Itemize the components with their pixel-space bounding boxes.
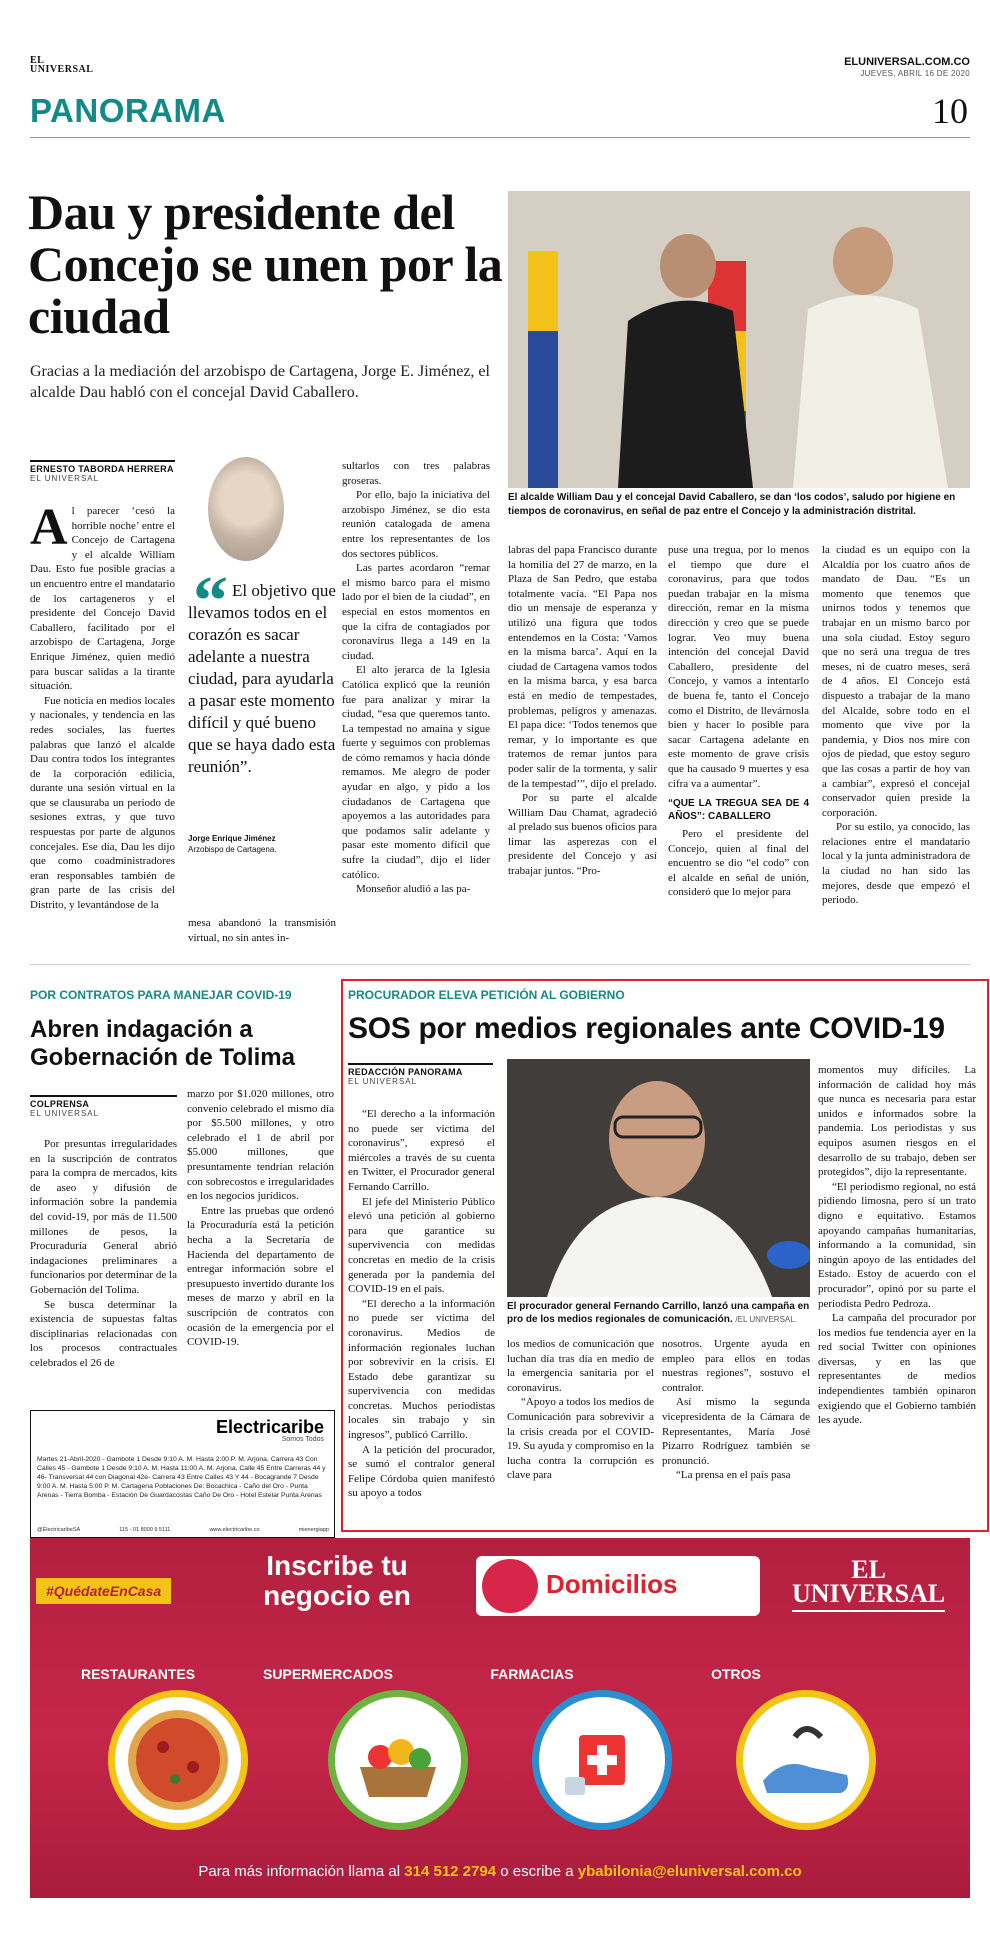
- quote-mark-icon: “: [193, 563, 228, 640]
- paragraph: l parecer ‘cesó la horrible noche’ entre el Concejo de Cartagena y el alcalde William Dau. Esto fue posible gracias a un encuentro entre el mandatario de los cartageneros y el presidente del Concejo David Caballero, facilitado por el arzobispo de Cartagena, Jorge Enrique Jiménez, quien medió para buscar salidas a la tirante situación.: [30, 505, 175, 693]
- contact-email[interactable]: ybabilonia@eluniversal.com.co: [577, 1863, 802, 1880]
- paragraph: El jefe del Ministerio Público elevó una petición al gobierno para que garantice su supervivencia con medidas concretas en medio de la crisis generada por la pandemia del COVID-19 en el país.: [348, 1195, 495, 1296]
- subhead: “QUE LA TREGUA SEA DE 4 AÑOS”: CABALLERO: [668, 798, 809, 823]
- page-number: 10: [932, 91, 968, 131]
- lead-photo-caption: El alcalde William Dau y el concejal David Caballero, se dan ‘los codos’, saludo por higiene en tiempos de coronavirus, en señal de paz entre el Concejo y la administración distrital.: [508, 492, 956, 517]
- category-farmacias-label: FARMACIAS: [490, 1666, 574, 1682]
- lead-column-2-tail: [188, 916, 336, 945]
- byline-org: EL UNIVERSAL: [30, 474, 100, 483]
- byline-name: COLPRENSA: [30, 1099, 90, 1109]
- right-photo-caption: [507, 1300, 810, 1326]
- website-link[interactable]: www.electricaribe.co: [209, 1527, 260, 1533]
- byline-name: REDACCIÓN PANORAMA: [348, 1067, 463, 1077]
- right-story-column-1: [348, 1107, 495, 1501]
- section-divider: [30, 964, 970, 965]
- lead-column-4: [508, 543, 657, 879]
- paragraph: sultarlos con tres palabras groseras.: [342, 460, 490, 487]
- logo-line2: UNIVERSAL: [792, 1579, 946, 1608]
- paragraph: El alto jerarca de la Iglesia Católica explicó que la reunión fue para analizar y mirar la ciudad, “esa que queremos tanto. La tempestad no amaina y sigue fuerte y seguimos con problemas de cómo remamos y hacia dónde remamos. Me alegro de poder ayudar en algo, y pido a los ciudadanos de Cartagena que apoyemos a las autoridades para que podamos salir adelante y pasar este momento difícil que sufre la ciudad”, dijo el líder católico.: [342, 664, 490, 881]
- paragraph: Se busca determinar la existencia de supuestas faltas disciplinarias relacionadas con los procesos contractuales celebrados el 26 de: [30, 1298, 177, 1369]
- right-story-column-3: [662, 1337, 810, 1483]
- left-story-byline: [30, 1095, 177, 1118]
- left-story-kicker: POR CONTRATOS PARA MANEJAR COVID-19: [30, 988, 292, 1002]
- promo-contact-line: [30, 1863, 970, 1880]
- pizza-icon: [108, 1690, 248, 1830]
- left-story-headline: Abren indagación a Gobernación de Tolima: [30, 1016, 295, 1071]
- masthead-logo: [30, 56, 93, 74]
- drop-cap: A: [30, 499, 68, 556]
- paragraph: “Apoyo a todos los medios de Comunicación para sobrevivir a la crisis creada por el COVID-19. Su ayuda y compromiso en la lucha contra la corrupción es clave para: [507, 1396, 654, 1482]
- lead-headline: Dau y presidente del Concejo se unen por la ciudad: [28, 184, 503, 344]
- masthead-line1: EL: [30, 55, 45, 66]
- lead-column-6: [822, 543, 970, 908]
- category-supermercados-label: SUPERMERCADOS: [263, 1666, 393, 1682]
- paragraph: “La prensa en el país pasa: [676, 1469, 791, 1482]
- paragraph: Monseñor aludió a las pa-: [356, 883, 471, 896]
- paragraph: Pero el presidente del Concejo, quien al final del encuentro se dio “el codo” con el alcalde en señal de unión, consideró que lo mejor para: [668, 828, 809, 899]
- electricaribe-tagline: Somos Todos: [281, 1436, 324, 1443]
- pull-quote-text: El objetivo que llevamos todos en el corazón es sacar adelante a nuestra ciudad, para ayudarla a pasar este momento difícil y qué bueno que se haya dado esta reunión”.: [188, 581, 336, 776]
- grocery-basket-icon: [328, 1690, 468, 1830]
- domicilios-promo-ad[interactable]: [30, 1538, 970, 1898]
- right-story-kicker: PROCURADOR ELEVA PETICIÓN AL GOBIERNO: [348, 988, 625, 1002]
- paragraph: Entre las pruebas que ordenó la Procuraduría está la petición hecha a la Secretaría de Hacienda del departamento de entregar información sobre el presupuesto invertido durante los meses de marzo y abril en la suscripción de contratos con ocasión de la emergencia por el COVID-19.: [187, 1204, 334, 1349]
- paragraph: nosotros. Urgente ayuda en empleo para ellos en todas nuestras regiones”, sostuvo el contralor.: [662, 1338, 810, 1394]
- right-story-headline: SOS por medios regionales ante COVID-19: [348, 1012, 945, 1045]
- contact-pre-text: Para más información llama al: [198, 1863, 401, 1880]
- issue-date: JUEVES, ABRIL 16 DE 2020: [860, 69, 970, 78]
- electricaribe-notice: Martes 21-Abril-2020 - Gambote 1 Desde 9:10 A. M. Hasta 2:00 P. M. Arjona, Carrera 43 Con Calles 45 - Gambote 1 Desde 9:10 A. M. Hasta 11:00 A. M. Arjona, Calle 45 Entre Carreras 44 y 46- Transversal 44 con Diagonal 42e- Carrera 43 Entre Calles 43 Y 44 - Bocagrande 7 Desde 9:00 A. M. Hasta 5:00 P. M. Cartagena Poblaciones De: Bocachica - Caño del Oro - Punta Arenas - Tierra Bomba - Estación De Guardacostas Caño De Oro - Hotel Estelar Punta Arenas: [37, 1456, 326, 1499]
- promo-hashtag: #QuédateEnCasa: [36, 1578, 171, 1604]
- archbishop-portrait: [208, 457, 284, 561]
- paragraph: marzo por $1.020 millones, otro convenio celebrado el mismo día por $5.500 millones, y otro celebrado el 1 de abril por $5.000 millones, que presuntamente tendrían relación con sobrecostos e irregularidades en los negocios jurídicos.: [187, 1088, 334, 1203]
- paragraph: momentos muy difíciles. La información de calidad hoy más que nunca es necesaria para estar unidos e informados sobre la pandemia. Los periodistas y sus equipos asumen riesgos en el desarrollo de su trabajo, deben ser protegidos”, dijo la representante.: [818, 1064, 976, 1179]
- paragraph: “El derecho a la información no puede ser víctima del coronavirus”, expresó el miércoles a través de su cuenta en Twitter, el Procurador general Fernando Carrillo.: [348, 1108, 495, 1193]
- electricaribe-footer: [37, 1527, 329, 1533]
- contact-mid-text: o escribe a: [500, 1863, 574, 1880]
- electricaribe-logo: Electricaribe: [215, 1417, 324, 1437]
- paragraph: la ciudad es un equipo con la Alcaldía por los cuatro años de mandato de Dau. “Es un momento que tenemos que unirnos todos y tenemos que trabajar en un mismo barco por una sola ciudad. Estoy seguro que no será una tregua de tres meses, ni de cuatro meses, será de 4 años. El Concejo está dispuesto a trabajar de la mano del Alcalde, sobre todo en el momento que vive por la pandemia, y Dios nos mire con ojos de piedad, que estoy seguro que las cosas a partir de hoy van a cambiar”, expresó el concejal conservador quien preside la corporación.: [822, 544, 970, 819]
- right-story-column-2: [507, 1337, 654, 1483]
- quote-attribution-role: Arzobispo de Cartagena.: [188, 845, 277, 854]
- site-url[interactable]: ELUNIVERSAL.COM.CO: [844, 56, 970, 68]
- promo-title: Inscribe tu negocio en: [263, 1550, 411, 1611]
- byline-org: EL UNIVERSAL: [30, 1109, 100, 1118]
- paragraph: La campaña del procurador por los medios fue tendencia ayer en la red social Twitter con opiniones diversas, y en las que representantes de medios independientes también opinaron exigiendo que el Gobierno también les ayude.: [818, 1312, 976, 1427]
- paragraph: Por presuntas irregularidades en la suscripción de contratos para la compra de mercados, kits de aseo y difusión de información sobre la pandemia del covid-19, por más de 11.500 millones de pesos, la Procuraduría General abrió indagaciones preliminares a funcionarios por determinar de la Gobernación del Tolima.: [30, 1138, 177, 1296]
- lead-deck: Gracias a la mediación del arzobispo de Cartagena, Jorge E. Jiménez, el alcalde Dau habló con el concejal David Caballero.: [30, 363, 490, 401]
- paragraph: “El periodismo regional, no está pidiendo limosna, pero sí un trato digno e equitativo. Estamos apoyando campañas humanitarias, informando a la comunidad, sin ningún apoyo de las entidades del Estado. Estoy de acuerdo con el procurador”, opinó por su parte el periodista Pedro Pedroza.: [818, 1180, 976, 1310]
- domicilios-badge: [476, 1556, 760, 1616]
- sneakers-headphones-icon: [736, 1690, 876, 1830]
- el-universal-logo: [792, 1555, 946, 1612]
- paragraph: Por su estilo, ya conocido, las relaciones entre el mandatario local y la junta administradora de la ciudad no han sido las mejores, desde que empezó el periodo.: [822, 821, 970, 907]
- caption-text: El procurador general Fernando Carrillo, lanzó una campaña en pro de los medios regionales de comunicación.: [507, 1301, 810, 1325]
- electricaribe-ad[interactable]: [30, 1410, 335, 1538]
- paragraph: Así mismo la segunda vicepresidenta de la Cámara de Representantes, María José Pizarro Rodríguez también se pronunció.: [662, 1396, 810, 1467]
- paragraph: A la petición del procurador, se sumó el contralor general Felipe Córdoba quien manifestó su apoyo a todos: [348, 1443, 495, 1500]
- paragraph: Por su parte el alcalde William Dau Chamat, agradeció al prelado sus buenos oficios para limar las asperezas con el presidente del Concejo y así trabajar juntos. “Pro-: [508, 792, 657, 878]
- paragraph: “El derecho a la información no puede ser víctima del coronavirus. Medios de información regionales luchan por sobrevivir en la crisis. El Estado debe garantizar su supervivencia con medidas concretas. Muchos periodistas locales sin trabajo y sin ingresos”, publicó Carrillo.: [348, 1297, 495, 1442]
- quote-attribution-name: Jorge Enrique Jiménez: [188, 834, 276, 843]
- paragraph: los medios de comunicación que luchan día tras día en medio de la emergencia sanitaria por el coronavirus.: [507, 1338, 654, 1394]
- left-story-column-1: [30, 1137, 177, 1371]
- masthead-line2: UNIVERSAL: [30, 64, 94, 75]
- section-title: PANORAMA: [30, 92, 226, 129]
- paragraph: mesa abandonó la transmisión virtual, no sin antes in-: [188, 917, 336, 944]
- right-story-column-4: [818, 1063, 976, 1428]
- header-divider: [30, 137, 970, 138]
- social-handle[interactable]: @ElectricaribeSA: [37, 1527, 81, 1533]
- lead-column-5: [668, 543, 809, 900]
- lead-column-1: [30, 499, 175, 913]
- pull-quote: [188, 580, 336, 778]
- pharmacy-icon: [532, 1690, 672, 1830]
- category-restaurantes-label: RESTAURANTES: [80, 1666, 196, 1682]
- domicilios-label: Domicilios: [546, 1569, 678, 1599]
- paragraph: Fue noticia en medios locales y nacionales, y tendencia en las redes sociales, las fuertes palabras que lanzó el alcalde Dau contra todos los integrantes de la corporación edilicia, durante una sesión virtual en la que se clausuraba un periodo de sesiones extras, y que tuvo respuestas por parte de algunos concejales. Ese día, Dau les dijo que como coadministradores eran responsables también de gran parte de las crisis del Distrito, y levantándose de la: [30, 694, 175, 912]
- right-story-byline: [348, 1063, 493, 1086]
- byline-name: ERNESTO TABORDA HERRERA: [30, 464, 174, 474]
- lead-photo: [508, 191, 970, 488]
- paragraph: labras del papa Francisco durante la homilía del 27 de marzo, en la Plaza de San Pedro, que estaba totalmente vacía. “El Papa nos dio un mensaje de esperanza y utilizó una figura que todos entendemos en la Costa: ‘Vamos en la misma barca’. Aquí en la ciudad de Cartagena vamos todos en la misma barca, y esa barca está en medio de tempestades, problemas, peligros y amenazas. El papa dice: ‘Todos tenemos que remar, y lo importante es que tratemos de remar juntos para poder salir de la tormenta, y salir de la tempestad’”, dijo el prelado.: [508, 544, 657, 790]
- byline-org: EL UNIVERSAL: [348, 1077, 418, 1086]
- procurador-photo: [507, 1059, 810, 1297]
- left-story-column-2: [187, 1087, 334, 1350]
- logo-line1: EL: [851, 1555, 886, 1584]
- paragraph: Las partes acordaron “remar el mismo barco para el mismo lado por el bien de la ciudad”, en especial en estos momentos en que la cifra de contagiados por coronavirus llega a 149 en la ciudad.: [342, 562, 490, 662]
- delivery-scooter-icon: [482, 1559, 538, 1613]
- lead-byline: [30, 460, 175, 483]
- paragraph: puse una tregua, por lo menos el tiempo que dure el coronavirus, para que todos puedan trabajar en la misma dirección, remar en la misma dirección y creo que se puede lograr. Veo muy buena intención del concejal David Caballero, presidente del Concejo, y vamos a intentarlo de buena fe, tanto el Concejo como el Distrito, de llevárnosla bien y hacer lo posible para sacar Cartagena adelante en este momento de grave crisis que ha causado 9 muertes y esa cifra va a aumentar”.: [668, 544, 809, 790]
- category-otros-label: OTROS: [711, 1666, 761, 1682]
- contact-phone[interactable]: 314 512 2794: [404, 1863, 497, 1880]
- lead-column-3: [342, 459, 490, 897]
- phone-number[interactable]: 115 - 01 8000 9 5111: [119, 1527, 171, 1533]
- app-name[interactable]: mienergiapp: [298, 1527, 329, 1533]
- caption-credit: /EL UNIVERSAL.: [735, 1315, 797, 1324]
- paragraph: Por ello, bajo la iniciativa del arzobispo Jiménez, se dio esta reunión catalogada de amena entre los representantes de los dos sectores públicos.: [342, 489, 490, 560]
